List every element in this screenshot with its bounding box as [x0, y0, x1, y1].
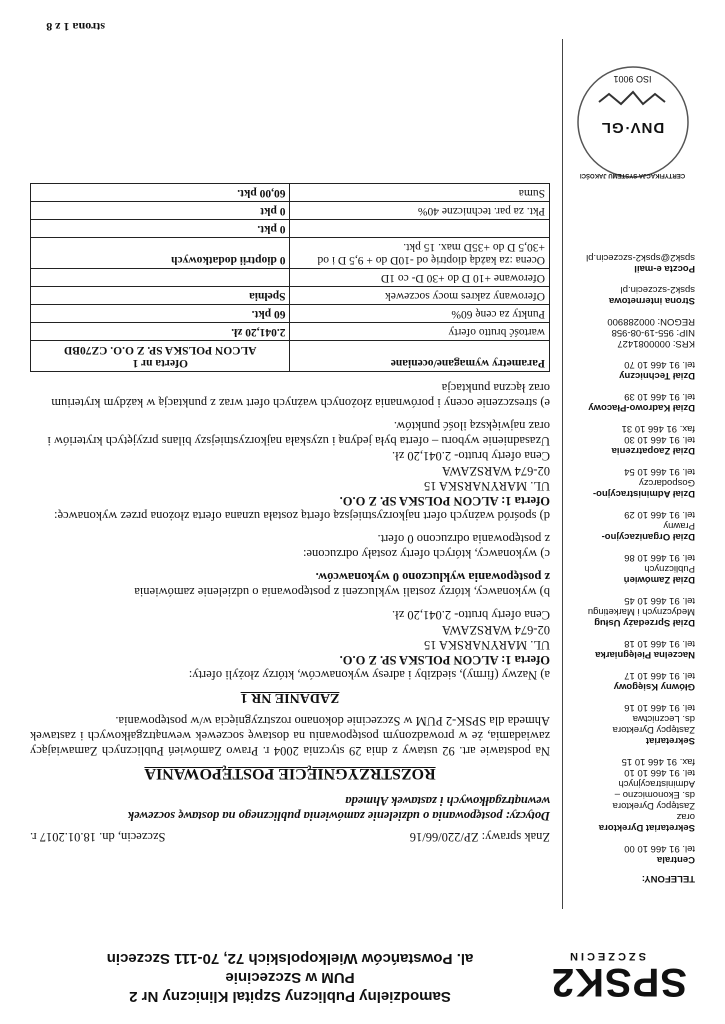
sidebar-contact-line: oraz — [676, 811, 695, 822]
section-c — [30, 531, 550, 561]
sidebar-contact-label: Dział Organizacyjno- — [601, 531, 695, 542]
offer-d-name: Oferta 1: ALCON POLSKA SP. Z O.O. — [339, 494, 550, 508]
evaluation-table — [30, 183, 550, 372]
offer-d-street: UL. MARYNARSKA 15 — [423, 479, 550, 493]
table-header-offer-name: ALCON POLSKA SP. Z O.O. CZ70BD — [63, 344, 257, 356]
logo — [550, 950, 687, 1004]
table-row — [31, 305, 550, 323]
sidebar-contact-line: Prawny — [663, 520, 695, 531]
sidebar-contact-label: Dział Zaopatrzenia — [611, 445, 695, 456]
table-cell-param: Oferowany zakres mocy soczewek — [290, 287, 550, 305]
sidebar-contact-line: tel. 91 466 10 30 — [624, 434, 695, 445]
letter-body — [30, 183, 550, 844]
certification-stamp — [570, 59, 695, 184]
dnv-logo: DNV·GL — [600, 119, 665, 136]
offer-d-price: Cena oferty brutto- 2.041,20 zł. — [392, 449, 550, 463]
sidebar-contact-line: tel. 91 466 10 45 — [624, 595, 695, 606]
section-b-text: b) wykonawcy, którzy zostali wykluczeni z postępowania o udzielenie zamówienia — [134, 585, 550, 599]
sidebar-contact-line: tel. 91 466 10 70 — [624, 359, 695, 370]
sidebar-divider — [562, 39, 563, 909]
sidebar-contact-item — [570, 638, 695, 660]
sidebar-contact-line: tel. 91 466 10 39 — [624, 391, 695, 402]
sidebar-contact-label: Dział Sprzedaży Usług — [594, 617, 695, 628]
sidebar-contact-item — [570, 316, 695, 349]
sidebar-contact-line: REGON: 000288900 — [607, 316, 695, 327]
section-a-text: a) Nazwy (firmy), siedziby i adresy wykonawców, którzy złożyli oferty: — [188, 668, 550, 682]
sidebar-contact-item — [570, 423, 695, 456]
section-d-text: d) spośród ważnych ofert najkorzystniejszą ofertą została uznana oferta złożona przez wykonawcę: — [54, 509, 550, 523]
sidebar-contact-line: tel. 91 466 10 00 — [624, 843, 695, 854]
sidebar-contact-label: Dział Kadrowo-Płacowy — [588, 402, 695, 413]
selection-rationale: Uzasadnienie wyboru – oferta była jedyną i uzyskała najkorzystniejszy bilans przyjętych kryteriów i oraz największą ilość punktów. — [47, 419, 550, 448]
sidebar-contact-item — [570, 509, 695, 542]
table-cell-param: Ocena :za każdą dioptrię od -10D do + 9,5 D i od +30,5 D do +35D max. 15 pkt. — [290, 238, 550, 269]
sidebar-contact-item — [570, 252, 695, 274]
table-row — [31, 202, 550, 220]
table-cell-value: 0 dioptrii dodatkowych — [31, 238, 291, 269]
sidebar-contact-line: Zastępcy Dyrektora — [612, 724, 695, 735]
sidebar-contact-line: NIP: 955-19-08-958 — [611, 327, 695, 338]
document-title: ROZSTRZYGNIĘCIE POSTĘPOWANIA — [144, 765, 436, 782]
table-cell-param: Pkt. za par. techniczne 40% — [290, 202, 550, 220]
sidebar-contact-item — [570, 843, 695, 865]
sidebar-contact-line: fax. 91 466 10 31 — [621, 423, 695, 434]
table-cell-value: 0 pkt. — [31, 220, 291, 238]
sidebar-contact-line: Administracyjnych — [618, 778, 695, 789]
sidebar-contact-line: tel. 91 466 10 10 — [624, 767, 695, 778]
sidebar-contact-line: spsk2-szczecin.pl — [620, 284, 695, 295]
table-cell-value: 2.041,20 zł. — [31, 323, 291, 341]
sidebar-contact-label: Dział Administracyjno- — [592, 488, 695, 499]
iso-label: ISO 9001 — [613, 74, 652, 84]
sidebar-contact-item — [570, 595, 695, 628]
table-row — [31, 287, 550, 305]
sidebar-contact-item — [570, 552, 695, 585]
sidebar-contact-label: Strona internetowa — [608, 295, 695, 306]
offer-a-price: Cena oferty brutto- 2.041,20 zł. — [392, 608, 550, 622]
header-block — [30, 949, 550, 1006]
table-cell-value: 60,00 pkt. — [31, 184, 291, 202]
sidebar-contact-line: Zastępcy Dyrektora — [612, 800, 695, 811]
section-a — [30, 607, 550, 682]
logo-city: SZCZECIN — [567, 950, 646, 962]
contact-sidebar — [570, 242, 695, 884]
institution-address: al. Powstańców Wielkopolskich 72, 70-111 Szczecin — [106, 950, 474, 967]
table-header-offer — [31, 341, 291, 372]
offer-a-name: Oferta 1: ALCON POLSKA SP. Z O.O. — [339, 653, 550, 667]
section-b-result: z postępowania wykluczono 0 wykonawców. — [315, 570, 550, 584]
institution-subname: PUM w Szczecinie — [225, 969, 355, 986]
sidebar-contact-line: Gospodarczy — [639, 477, 695, 488]
subject-line: Dotyczy: postępowania o udzielenie zamówienia publicznego na dostawę soczewek wewnątrzgałkowych i zastawek Ahmeda — [127, 794, 550, 823]
sidebar-contact-label: Centrala — [656, 854, 695, 865]
sidebar-contact-item — [570, 284, 695, 306]
table-row — [31, 269, 550, 287]
sidebar-contact-line: tel. 91 466 10 17 — [624, 670, 695, 681]
table-cell-param — [290, 220, 550, 238]
offer-a-street: UL. MARYNARSKA 15 — [423, 638, 550, 652]
section-d — [30, 418, 550, 523]
table-cell-value: 0 pkt — [31, 202, 291, 220]
sidebar-contact-item — [570, 466, 695, 499]
sidebar-contact-label: Sekretariat — [645, 735, 695, 746]
sidebar-contact-label: Główny Księgowy — [613, 681, 695, 692]
sidebar-contact-label: Sekretariat Dyrektora — [598, 822, 695, 833]
sidebar-contact-line: spsk2@spsk2-szczecin.pl — [586, 252, 695, 263]
sidebar-contact-item — [570, 702, 695, 746]
sidebar-contact-line: tel. 91 466 10 54 — [624, 466, 695, 477]
sidebar-contact-line: tel. 91 466 10 29 — [624, 509, 695, 520]
sidebar-contact-line: ds. Ekonomiczno – — [614, 789, 695, 800]
table-cell-param: wartość brutto oferty — [290, 323, 550, 341]
task-heading: ZADANIE NR 1 — [240, 690, 340, 705]
page-number: strona 1 z 8 — [46, 20, 105, 34]
telefony-label: TELEFONY: — [641, 873, 695, 884]
table-cell-value: 60 pkt. — [31, 305, 291, 323]
section-c-text: c) wykonawcy, których oferty zostały odrzucone: — [302, 547, 550, 561]
table-row — [31, 184, 550, 202]
sidebar-contact-line: Medycznych i Marketingu — [587, 606, 695, 617]
offer-d-city: 02-674 WARSZAWA — [441, 464, 550, 478]
logo-text: SPSK2 — [550, 960, 687, 1004]
sidebar-contact-line: tel. 91 466 10 16 — [624, 702, 695, 713]
sidebar-contact-item — [570, 359, 695, 381]
sidebar-contact-line: Publicznych — [644, 563, 695, 574]
offer-a-city: 02-674 WARSZAWA — [441, 623, 550, 637]
intro-paragraph: Na podstawie art. 92 ustawy z dnia 29 stycznia 2004 r. Prawo Zamówień Publicznych Zamawiający zawiadamia, że w prowadzonym postępowaniu na dostawę soczewek wewnątrzgałkowych i zastawek Ahmeda dla SPSK-2 PUM w Szczecinie dokonano rozstrzygnięcia w/w postępowania. — [30, 714, 550, 758]
sidebar-contact-item — [570, 670, 695, 692]
sidebar-contact-line: ds. Lecznictwa — [632, 713, 695, 724]
table-cell-param: Punkty za cenę 60% — [290, 305, 550, 323]
sidebar-contact-line: tel. 91 466 10 86 — [624, 552, 695, 563]
table-cell-param: Oferowane +10 D do +30 D- co 1D — [290, 269, 550, 287]
sidebar-contact-label: Dział Zamówień — [623, 574, 695, 585]
institution-name: Samodzielny Publiczny Szpital Kliniczny Nr 2 — [129, 988, 451, 1005]
section-e: e) streszczenie oceny i porównania złożonych ważnych ofert wraz z punktacją w każdym kryterium oraz łączna punktacja — [51, 381, 550, 410]
sidebar-contact-line: fax. 91 466 10 15 — [621, 756, 695, 767]
table-row — [31, 238, 550, 269]
sidebar-contact-item — [570, 756, 695, 833]
letter-date: Szczecin, dn. 18.01.2017 r. — [30, 830, 166, 844]
table-header-params: Parametry wymagane/oceniane — [290, 341, 550, 372]
table-row — [31, 323, 550, 341]
sidebar-contact-item — [570, 391, 695, 413]
section-c-result: z postępowania odrzucono 0 ofert. — [377, 532, 550, 546]
section-b — [30, 569, 550, 599]
table-header-row — [31, 341, 550, 372]
sidebar-contact-label: Poczta e-mail — [634, 263, 695, 274]
table-cell-value — [31, 269, 291, 287]
sidebar-contact-label: Dział Techniczny — [619, 370, 695, 381]
sidebar-contact-label: Naczelna Pielęgniarka — [595, 649, 695, 660]
sidebar-contact-line: tel. 91 466 10 18 — [624, 638, 695, 649]
table-header-offer-no: Oferta nr 1 — [132, 357, 188, 369]
table-cell-value: Spełnia — [31, 287, 291, 305]
sidebar-contact-line: KRS: 0000081427 — [617, 338, 695, 349]
table-cell-param: Suma — [290, 184, 550, 202]
table-row — [31, 220, 550, 238]
case-number: Znak sprawy: ZP/220/66/16 — [409, 830, 550, 844]
cert-text: CERTYFIKACJA SYSTEMU JAKOŚCI — [579, 172, 686, 178]
